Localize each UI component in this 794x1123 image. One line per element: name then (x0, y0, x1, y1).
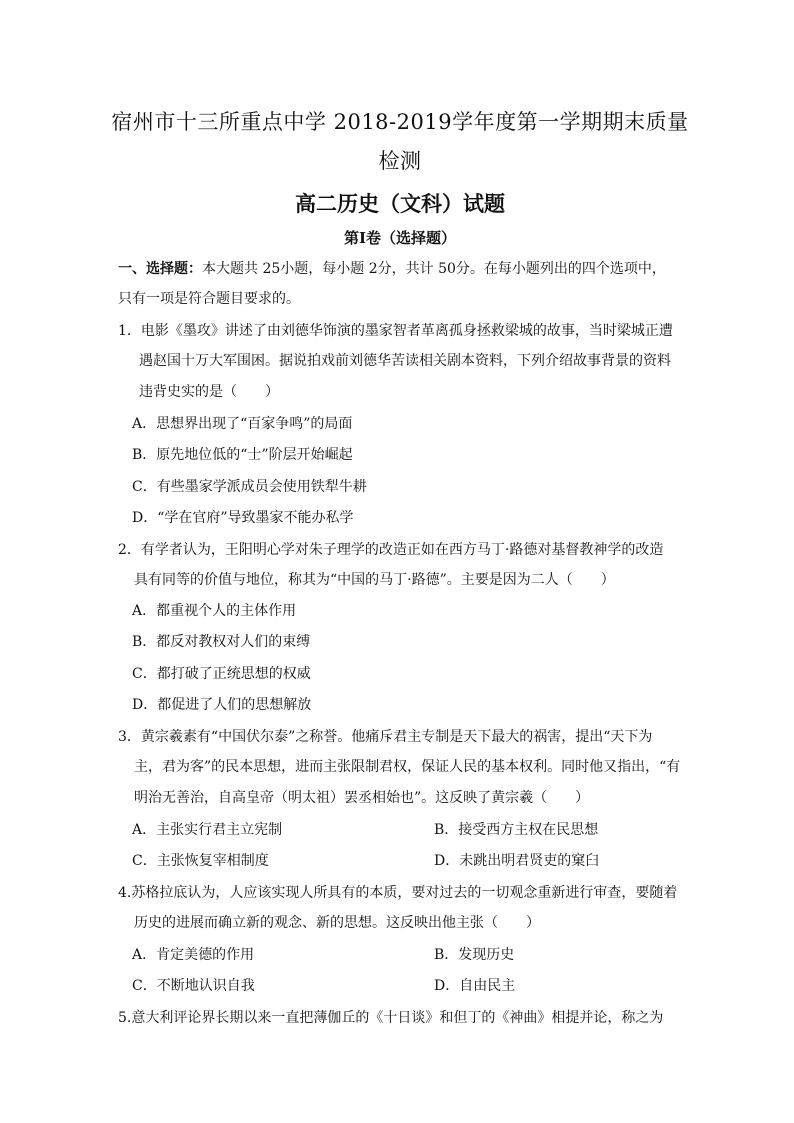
question-3-option-b: B．接受西方主权在民思想 (434, 822, 599, 838)
question-3-stem-line1: 3．黄宗羲素有“中国伏尔泰”之称誉。他痛斥君主专制是天下最大的祸害，提出“天下为 (118, 729, 653, 745)
question-3-option-c: C．主张恢复宰相制度 (132, 853, 269, 869)
section-instruction-line2: 只有一项是符合题目要求的。 (118, 291, 300, 307)
question-2-option-b: B．都反对教权对人们的束缚 (132, 634, 311, 650)
question-4-stem-line2: 历史的进展而确立新的观念、新的思想。这反映出他主张（ ） (134, 915, 540, 931)
question-3-stem-line2: 主，君为客”的民本思想，进而主张限制君权，保证人民的基本权利。同时他又指出，“有 (134, 759, 681, 775)
question-4-option-d: D．自由民主 (434, 978, 516, 994)
exam-title-line2: 检测 (378, 149, 422, 173)
question-2-stem-line1: 2．有学者认为，王阳明心学对朱子理学的改造正如在西方马丁·路德对基督教神学的改造 (118, 542, 664, 558)
question-5-stem-line1: 5.意大利评论界长期以来一直把薄伽丘的《十日谈》和但丁的《神曲》相提并论，称之为 (118, 1010, 664, 1026)
question-2-option-c: C．都打破了正统思想的权威 (132, 666, 311, 682)
question-2-option-a: A．都重视个人的主体作用 (132, 603, 297, 619)
section-instruction-text: 本大题共 25小题，每小题 2分，共计 50分。在每小题列出的四个选项中， (202, 261, 666, 277)
question-1-stem-line3: 违背史实的是（ ） (139, 384, 279, 400)
exam-title-line1: 宿州市十三所重点中学 2018-2019学年度第一学期期末质量 (111, 110, 689, 134)
question-1-option-a: A．思想界出现了“百家争鸣”的局面 (132, 416, 353, 432)
question-3-stem-line3: 明治无善治，自高皇帝（明太祖）罢丞相始也”。这反映了黄宗羲（ ） (134, 790, 590, 806)
question-1-stem-line2: 遇赵国十万大军围困。据说拍戏前刘德华苦读相关剧本资料，下列介绍故事背景的资料 (139, 353, 671, 369)
question-1-stem-line1: 1．电影《墨攻》讲述了由刘德华饰演的墨家智者革离孤身拯救梁城的故事，当时梁城正遭 (118, 323, 673, 339)
question-1-option-b: B．原先地位低的“士”阶层开始崛起 (132, 447, 353, 463)
question-3-option-a: A．主张实行君主立宪制 (132, 822, 283, 838)
question-4-stem-line1: 4.苏格拉底认为，人应该实现人所具有的本质，要对过去的一切观念重新进行审查，要随着 (118, 885, 678, 901)
question-2-stem-line2: 具有同等的价值与地位，称其为“中国的马丁·路德”。主要是因为二人（ ） (134, 572, 615, 588)
question-4-option-c: C．不断地认识自我 (132, 978, 255, 994)
question-4-option-a: A．肯定美德的作用 (132, 947, 255, 963)
volume-heading: 第Ⅰ卷（选择题） (343, 229, 457, 247)
question-1-option-c: C．有些墨家学派成员会使用铁犁牛耕 (132, 479, 367, 495)
question-2-option-d: D．都促进了人们的思想解放 (132, 697, 312, 713)
section-instruction (118, 260, 666, 278)
question-4-option-b: B．发现历史 (434, 947, 515, 963)
question-1-option-d: D．“学在官府”导致墨家不能办私学 (132, 510, 354, 526)
exam-subtitle: 高二历史（文科）试题 (295, 191, 505, 216)
section-label: 一、选择题： (118, 261, 202, 277)
question-3-option-d: D．未跳出明君贤吏的窠臼 (434, 853, 600, 869)
